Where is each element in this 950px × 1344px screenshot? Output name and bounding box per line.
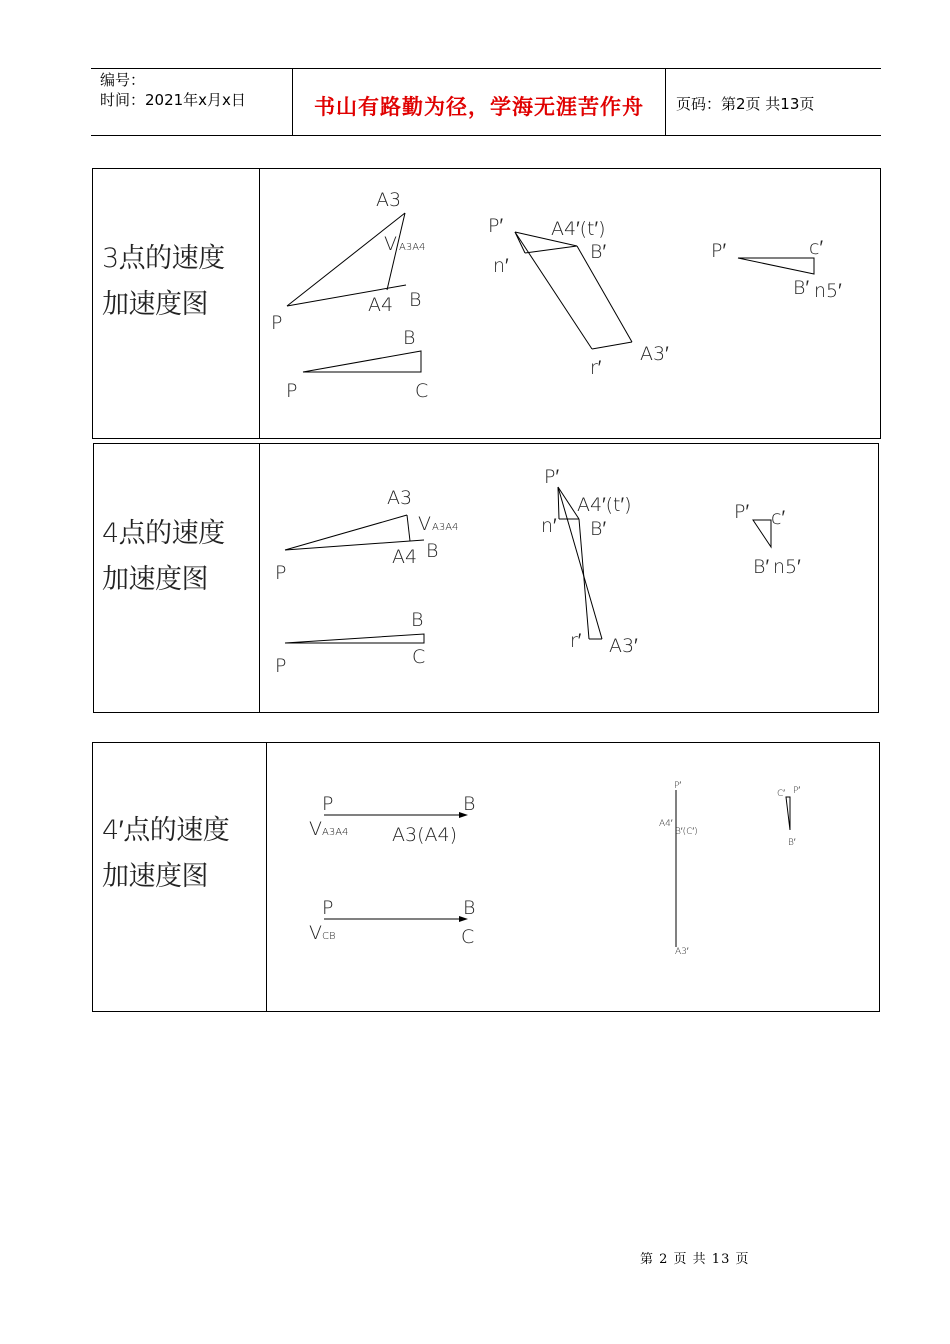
s2-label-P-prime2: P′ <box>734 501 750 523</box>
section-3-label <box>102 808 229 900</box>
s1-label-P-prime: P′ <box>488 215 504 237</box>
header-page-info: 页码：第2页 共13页 <box>676 95 815 113</box>
s1-label-n-prime: n′ <box>493 255 509 277</box>
header-top-rule <box>91 68 881 69</box>
s3-label-A3A4: A3(A4) <box>392 824 457 846</box>
section-1-diagrams <box>259 168 881 439</box>
s2-label-B-prime: B′ <box>590 518 607 540</box>
section-1-label-line1: 3点的速度 <box>102 243 225 274</box>
time-label: 时间：2021年x月x日 <box>100 91 246 109</box>
section-3-label-line2: 加速度图 <box>102 861 208 892</box>
s3-label-P-prime2: P′ <box>793 786 801 796</box>
serial-label: 编号： <box>100 71 146 89</box>
s1-label-B-prime: B′ <box>590 241 607 263</box>
s3-label-B: B <box>463 793 476 815</box>
section-3-label-line1: 4′点的速度 <box>102 815 230 846</box>
footer-page-number: 第 2 页 共 13 页 <box>640 1252 750 1267</box>
s2-label-P-prime: P′ <box>544 466 560 488</box>
s2-label-C2: C <box>412 646 426 668</box>
s3-label-V: V <box>309 818 322 840</box>
section-2-label-line1: 4点的速度 <box>102 518 225 549</box>
s3-label-A4-prime: A4′ <box>659 819 673 829</box>
s3-label-BC-prime: B′(C′) <box>675 827 698 837</box>
section-2-diagrams <box>259 443 879 713</box>
s3-label-B-prime2: B′ <box>788 838 796 848</box>
s2-pbc-triangle <box>285 634 424 643</box>
s1-pbc-triangle <box>303 351 421 372</box>
s3-label-P: P <box>322 793 334 815</box>
s2-label-P: P <box>275 562 287 584</box>
section-1-label <box>102 236 225 328</box>
s2-label-A4-prime: A4′(t′) <box>577 494 632 516</box>
s1-label-A3-prime: A3′ <box>640 343 669 365</box>
section-2-label-line2: 加速度图 <box>102 564 208 595</box>
s3-label-Vsub2: CB <box>322 931 336 942</box>
section-3-diagrams <box>266 742 880 1012</box>
s1-label-B: B <box>409 289 422 311</box>
s2-label-Vsub: A3A4 <box>432 522 459 533</box>
s1-accel-polygon <box>515 232 632 349</box>
s1-velocity-polygon <box>287 213 406 306</box>
s1-label-n5-prime: n5′ <box>814 280 842 302</box>
s1-label-B2: B <box>403 327 416 349</box>
s2-label-A4: A4 <box>392 546 418 568</box>
s2-label-r-prime: r′ <box>570 630 582 652</box>
s2-label-c-prime2: c′ <box>771 507 786 529</box>
header-motto: 书山有路勤为径，学海无涯苦作舟 <box>314 94 644 119</box>
section-2-label <box>102 511 225 603</box>
s2-label-n-prime: n′ <box>541 515 557 537</box>
s2-label-P2: P <box>275 655 287 677</box>
s3-label-V2: V <box>309 922 322 944</box>
header-divider-2 <box>665 68 666 136</box>
header-divider-1 <box>292 68 293 136</box>
s1-label-C2: C <box>415 380 429 402</box>
s1-label-A3: A3 <box>376 189 402 211</box>
s2-velocity-polygon <box>285 515 424 550</box>
s1-label-r-prime: r′ <box>590 357 602 379</box>
s2-label-V: V <box>418 513 431 535</box>
s2-label-B-prime2: B′ <box>753 556 770 578</box>
s3-label-A3-prime: A3′ <box>675 947 689 957</box>
header-bottom-rule <box>91 135 881 136</box>
s3-small-triangle <box>786 797 790 830</box>
s2-small-triangle <box>753 520 771 547</box>
s2-label-n5-prime: n5′ <box>773 556 801 578</box>
s2-label-B: B <box>426 540 439 562</box>
s1-label-P: P <box>271 312 283 334</box>
s1-label-Vsub: A3A4 <box>399 242 426 253</box>
s2-label-A3: A3 <box>387 487 413 509</box>
s1-label-P2: P <box>286 380 298 402</box>
s3-label-Vsub: A3A4 <box>322 827 349 838</box>
section-1-label-line2: 加速度图 <box>102 289 208 320</box>
s1-label-c-prime2: c′ <box>809 237 824 259</box>
s3-label-P-prime: P′ <box>674 781 682 791</box>
s2-label-A3-prime: A3′ <box>609 635 638 657</box>
s2-label-B2: B <box>411 609 424 631</box>
s1-label-B-prime2: B′ <box>793 277 810 299</box>
s1-label-A4: A4 <box>368 294 394 316</box>
s1-label-P-prime2: P′ <box>711 240 727 262</box>
s1-label-A4-prime: A4′(t′) <box>551 218 606 240</box>
s3-label-C2: C <box>461 926 475 948</box>
s1-label-V: V <box>384 233 397 255</box>
s1-small-triangle <box>738 258 814 274</box>
s3-label-P2: P <box>322 897 334 919</box>
s3-label-B2: B <box>463 897 476 919</box>
s3-label-C-prime: C′ <box>777 789 785 799</box>
header-meta <box>100 70 246 110</box>
